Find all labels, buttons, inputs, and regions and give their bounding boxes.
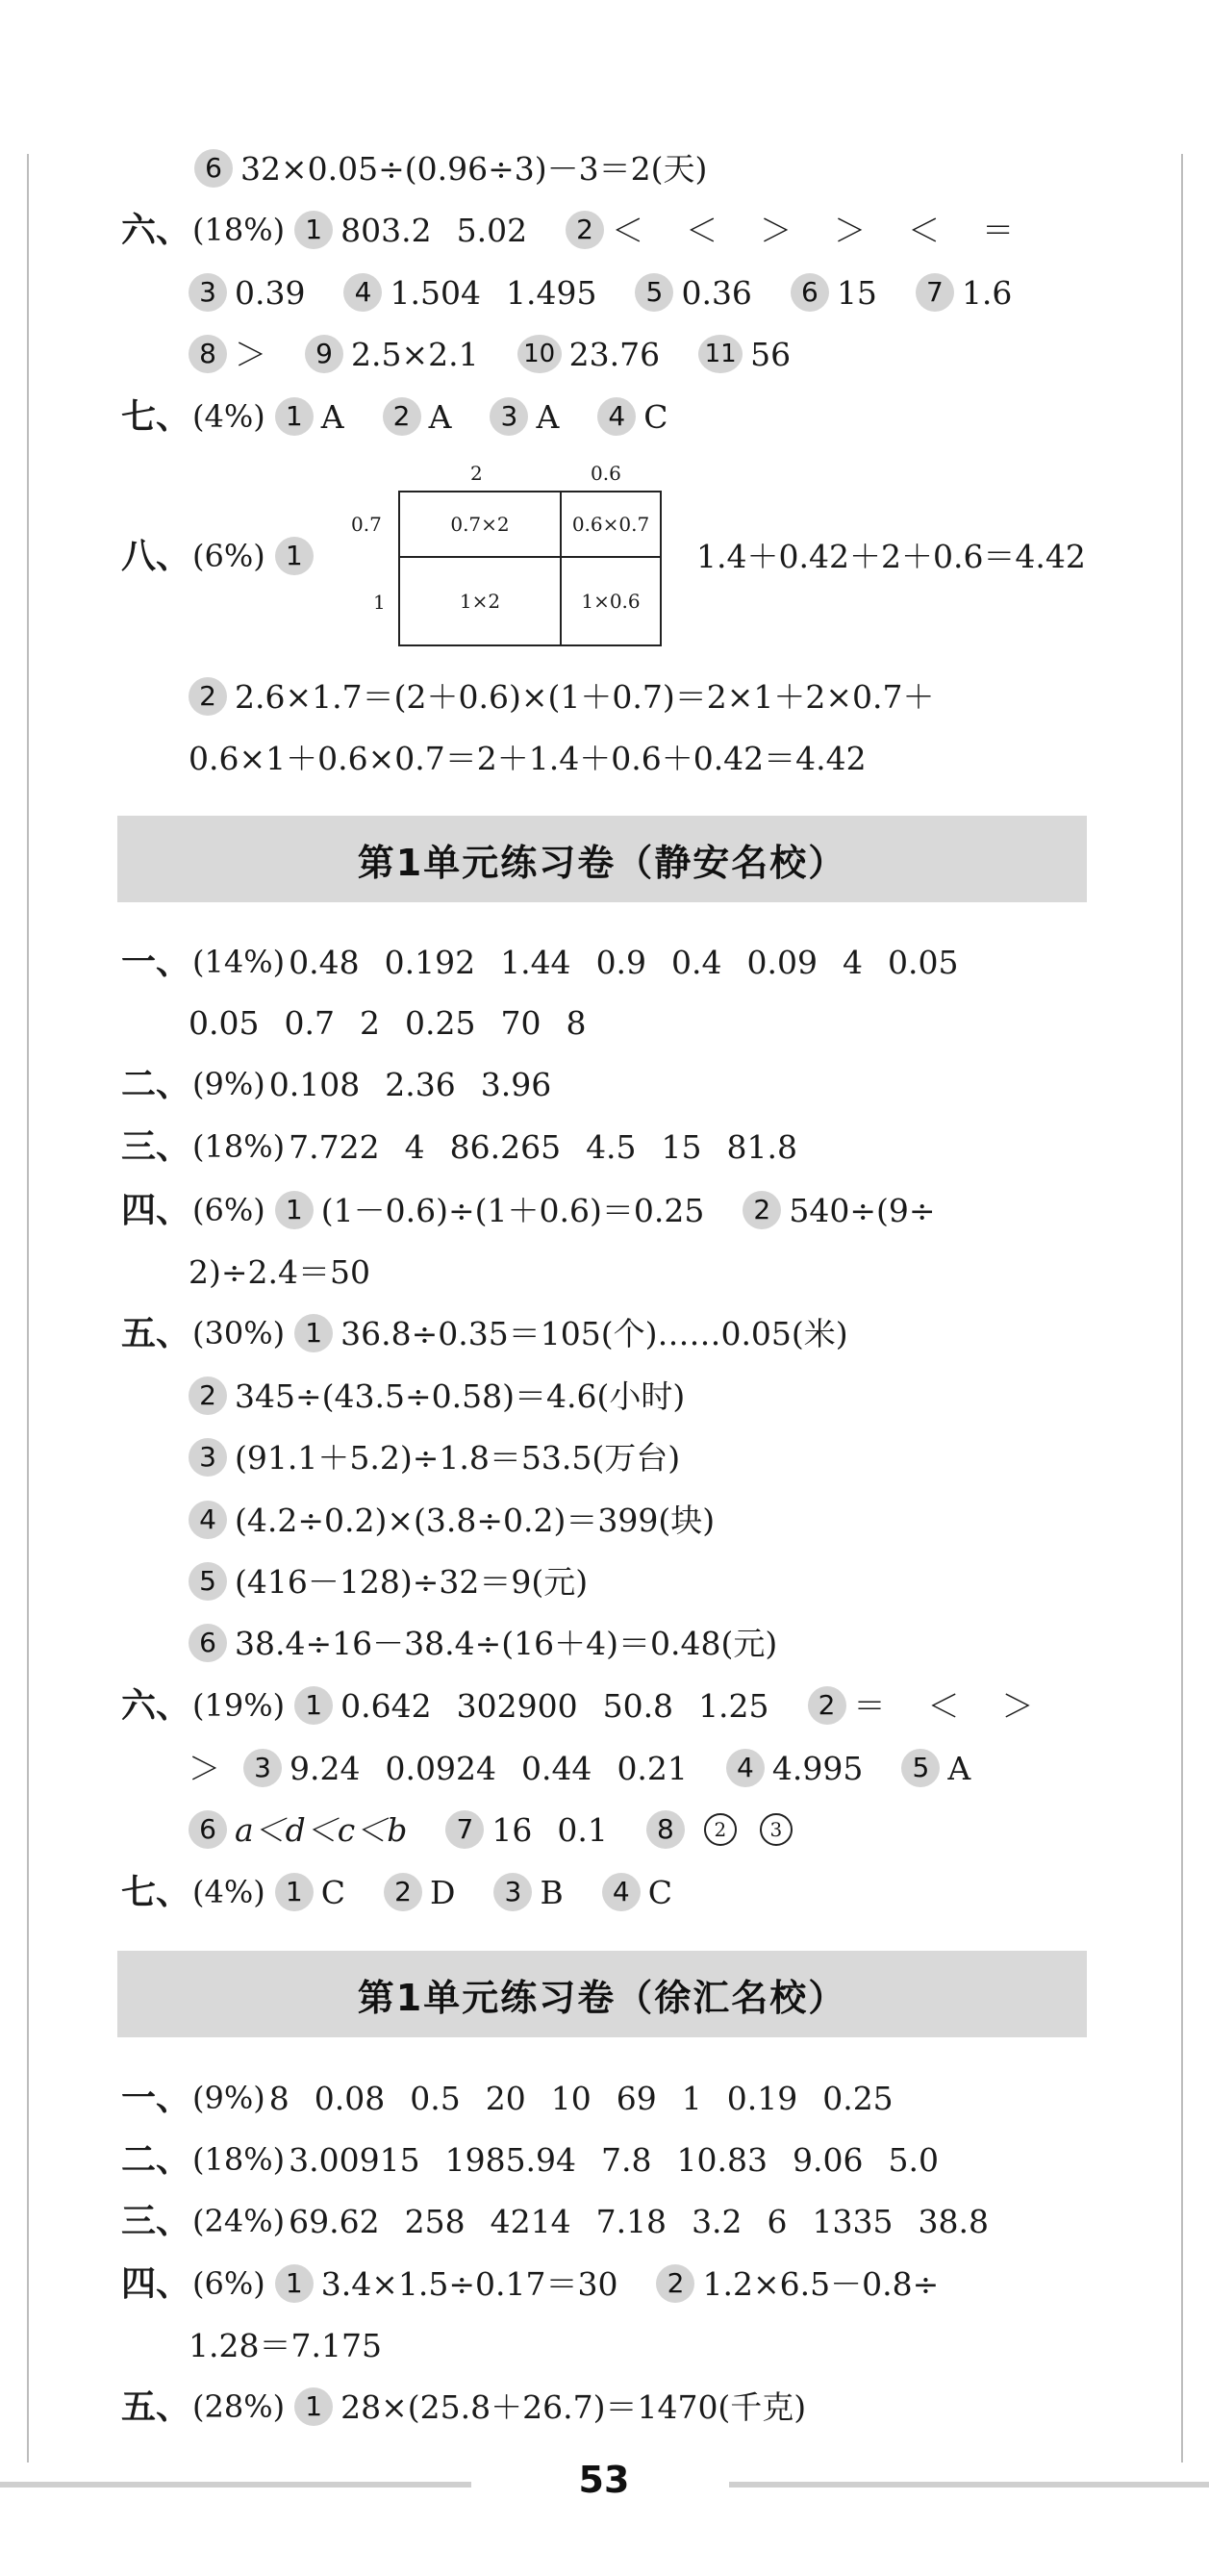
number-badge: 3: [493, 1873, 532, 1911]
choice-answer: A: [428, 397, 452, 436]
answer-value: 1.25: [698, 1686, 769, 1725]
grid-cell: 1×2: [399, 557, 561, 645]
xuhui-three: [121, 2190, 989, 2252]
answer-value: 1.495: [505, 273, 597, 312]
answer-text: (4.2÷0.2)×(3.8÷0.2)＝399(块): [235, 1501, 716, 1539]
answer-value: 15: [836, 273, 877, 312]
number-badge: 1: [294, 1686, 333, 1725]
question-label: 四、: [121, 2263, 191, 2304]
answer-value: 0.0924: [385, 1749, 496, 1787]
prev-seven: [121, 386, 693, 447]
answer-value: 3.96: [480, 1065, 552, 1103]
answer-value: 0.1: [557, 1810, 608, 1849]
score-percent: (18%): [192, 1128, 286, 1165]
grid-row-label: 1: [373, 591, 386, 614]
jingan-seven: [121, 1861, 697, 1923]
score-percent: (4%): [192, 398, 265, 435]
number-badge: 8: [646, 1810, 685, 1849]
number-badge: 1: [275, 397, 314, 436]
answer-value: 7.18: [595, 2202, 667, 2240]
score-percent: (9%): [192, 2080, 265, 2116]
footer-rule-left: [0, 2482, 471, 2488]
jingan-one-line1: [121, 931, 959, 993]
answer-text: 28×(25.8＋26.7)＝1470(千克): [340, 2387, 807, 2426]
number-badge: 5: [901, 1749, 940, 1787]
section-banner: 第1单元练习卷（静安名校）: [117, 816, 1087, 902]
answer-text: 0.6×1＋0.6×0.7＝2＋1.4＋0.6＋0.42＝4.42: [189, 739, 867, 777]
compare-sign: ＞: [235, 335, 266, 373]
number-badge: 1: [275, 1873, 314, 1911]
answer-value: 2: [359, 1003, 380, 1042]
jingan-six-line3: [183, 1799, 804, 1860]
answer-text: (1－0.6)÷(1＋0.6)＝0.25: [320, 1191, 705, 1229]
answer-value: 69: [616, 2079, 657, 2117]
number-badge: 7: [445, 1810, 484, 1849]
grid-col-label: 2: [470, 462, 483, 485]
xuhui-one: [121, 2067, 919, 2129]
number-badge: 4: [189, 1501, 227, 1539]
question-label: 四、: [121, 1190, 191, 1230]
jingan-six-line2: [189, 1737, 970, 1799]
number-badge: 6: [194, 149, 233, 188]
left-margin-line: [27, 154, 29, 2462]
prev-six-line3: [183, 323, 816, 385]
section-banner: 第1单元练习卷（徐汇名校）: [117, 1951, 1087, 2037]
number-badge: 3: [243, 1749, 282, 1787]
choice-answer: A: [320, 397, 344, 436]
answer-value: 50.8: [602, 1686, 674, 1725]
prev-eight-item2-cont: [189, 727, 867, 789]
circled-number: 3: [760, 1813, 793, 1846]
question-label: 五、: [121, 2387, 191, 2427]
question-label: 三、: [121, 1126, 191, 1167]
prev-item-6: [189, 138, 707, 199]
answer-value: 0.108: [268, 1065, 361, 1103]
choice-answer: A: [947, 1749, 971, 1787]
number-badge: 6: [189, 1810, 227, 1849]
answer-text: 1.4＋0.42＋2＋0.6＝4.42: [696, 537, 1086, 575]
score-percent: (18%): [192, 2141, 286, 2178]
answer-value: 10.83: [676, 2140, 768, 2179]
answer-value: 3.2: [692, 2202, 743, 2240]
score-percent: (6%): [192, 1192, 265, 1228]
answer-text: 345÷(43.5÷0.58)＝4.6(小时): [235, 1376, 686, 1415]
choice-answer: C: [643, 397, 668, 436]
number-badge: 2: [383, 397, 421, 436]
answer-value: 2.36: [385, 1065, 456, 1103]
prev-eight-item2: [183, 666, 934, 727]
number-badge: 2: [808, 1686, 846, 1725]
compare-sign: ＞: [1001, 1686, 1034, 1725]
score-percent: (6%): [192, 538, 265, 574]
answer-value: 4.5: [586, 1127, 637, 1166]
answer-value: 8: [566, 1003, 587, 1042]
number-badge: 1: [275, 2264, 314, 2303]
answer-text: 2.6×1.7＝(2＋0.6)×(1＋0.7)＝2×1＋2×0.7＋: [235, 677, 935, 716]
answer-text: 32×0.05÷(0.96÷3)－3＝2(天): [240, 149, 708, 188]
jingan-five-item5: [183, 1551, 588, 1612]
jingan-three: [121, 1116, 822, 1177]
answer-value: 5.0: [888, 2140, 939, 2179]
compare-sign: ＝: [982, 211, 1015, 249]
answer-text: 3.4×1.5÷0.17＝30: [320, 2264, 618, 2303]
answer-text: 1.2×6.5－0.8÷: [702, 2264, 940, 2303]
score-percent: (9%): [192, 1066, 265, 1102]
score-percent: (19%): [192, 1687, 286, 1724]
answer-value: 4.995: [771, 1749, 864, 1787]
question-label: 一、: [121, 942, 191, 982]
number-badge: 3: [189, 273, 227, 312]
answer-value: 10: [550, 2079, 592, 2117]
compare-sign: ＜: [612, 211, 644, 249]
prev-six-line2: [183, 262, 1012, 323]
page-number: 53: [578, 2459, 630, 2501]
answer-value: 0.192: [384, 943, 476, 981]
compare-sign: ＜: [927, 1686, 960, 1725]
grid-col-label: 0.6: [591, 462, 621, 485]
answer-value: 9.24: [290, 1749, 361, 1787]
choice-answer: C: [647, 1873, 672, 1911]
number-badge: 2: [189, 1376, 227, 1415]
answer-value: 302900: [456, 1686, 578, 1725]
answer-text: (416－128)÷32＝9(元): [235, 1562, 589, 1601]
answer-text: 2)÷2.4＝50: [189, 1252, 370, 1291]
number-badge: 4: [343, 273, 382, 312]
jingan-six-line1: [121, 1675, 1034, 1736]
compare-sign: ＜: [908, 211, 941, 249]
answer-value: 4: [404, 1127, 425, 1166]
question-label: 三、: [121, 2201, 191, 2241]
question-label: 七、: [121, 396, 191, 437]
circled-number: 2: [704, 1813, 737, 1846]
answer-value: 1: [681, 2079, 702, 2117]
answer-value: 8: [268, 2079, 290, 2117]
number-badge: 2: [566, 211, 604, 249]
number-badge: 3: [189, 1438, 227, 1477]
answer-value: 0.05: [888, 943, 959, 981]
answer-value: 0.19: [726, 2079, 798, 2117]
answer-value: 0.5: [410, 2079, 461, 2117]
score-percent: (14%): [192, 944, 286, 980]
compare-sign: ＝: [853, 1686, 886, 1725]
answer-value: 0.44: [520, 1749, 592, 1787]
choice-answer: A: [536, 397, 560, 436]
answer-value: 0.25: [822, 2079, 894, 2117]
compare-sign: ＞: [760, 211, 793, 249]
score-percent: (4%): [192, 1874, 265, 1910]
number-badge: 11: [698, 335, 743, 373]
grid-cell: 1×0.6: [561, 557, 661, 645]
jingan-five-item6: [183, 1612, 777, 1674]
number-badge: 8: [189, 335, 227, 373]
answer-value: 70: [500, 1003, 542, 1042]
number-badge: 10: [517, 335, 562, 373]
answer-value: 16: [491, 1810, 533, 1849]
answer-value: 9.06: [793, 2140, 864, 2179]
answer-text: 540÷(9÷: [789, 1191, 936, 1229]
prev-six-line1: [121, 199, 1039, 261]
question-label: 五、: [121, 1313, 191, 1353]
jingan-one-line2: [189, 992, 611, 1053]
score-percent: (18%): [192, 212, 286, 248]
jingan-five-item3: [183, 1427, 680, 1488]
xuhui-four-line1: [121, 2253, 939, 2314]
answer-text: 36.8÷0.35＝105(个)……0.05(米): [340, 1314, 848, 1352]
answer-text: a＜d＜c＜b: [235, 1810, 408, 1849]
answer-value: 0.21: [617, 1749, 688, 1787]
compare-sign: ＞: [189, 1749, 220, 1787]
answer-value: 0.39: [235, 273, 306, 312]
answer-value: 0.7: [284, 1003, 335, 1042]
grid-row-label: 0.7: [351, 513, 382, 536]
answer-value: 0.4: [671, 943, 722, 981]
grid-cell: 0.7×2: [399, 492, 561, 557]
answer-value: 86.265: [449, 1127, 562, 1166]
answer-value: 4214: [490, 2202, 571, 2240]
number-badge: 2: [656, 2264, 694, 2303]
answer-value: 803.2: [340, 211, 432, 249]
answer-text: 1.28＝7.175: [189, 2326, 382, 2364]
answer-value: 0.48: [289, 943, 360, 981]
answer-value: 1.504: [390, 273, 481, 312]
number-badge: 6: [189, 1624, 227, 1662]
answer-value: 1985.94: [444, 2140, 577, 2179]
answer-text: 38.4÷16－38.4÷(16＋4)＝0.48(元): [235, 1624, 778, 1662]
answer-value: 1335: [812, 2202, 894, 2240]
grid-cell: 0.6×0.7: [561, 492, 661, 557]
choice-answer: D: [430, 1873, 456, 1911]
answer-value: 0.08: [314, 2079, 386, 2117]
number-badge: 5: [635, 273, 673, 312]
number-badge: 1: [294, 211, 333, 249]
prev-eight-result: [696, 525, 1086, 587]
number-badge: 5: [189, 1562, 227, 1601]
jingan-five-item1: [121, 1302, 848, 1364]
question-label: 二、: [121, 2139, 191, 2180]
answer-value: 0.09: [746, 943, 819, 981]
compare-sign: ＜: [686, 211, 718, 249]
answer-value: 7.8: [601, 2140, 652, 2179]
jingan-two: [121, 1053, 576, 1115]
number-badge: 6: [791, 273, 829, 312]
choice-answer: B: [540, 1873, 564, 1911]
answer-value: 0.05: [189, 1003, 260, 1042]
answer-value: 258: [404, 2202, 466, 2240]
answer-value: 15: [661, 1127, 702, 1166]
question-label: 一、: [121, 2078, 191, 2118]
answer-value: 69.62: [289, 2202, 380, 2240]
question-label: 八、: [121, 536, 191, 576]
answer-value: 0.9: [595, 943, 647, 981]
number-badge: 2: [384, 1873, 422, 1911]
answer-value: 5.02: [456, 211, 528, 249]
jingan-five-item2: [183, 1365, 685, 1427]
answer-value: 56: [750, 335, 792, 373]
number-badge: 4: [602, 1873, 641, 1911]
answer-value: 7.722: [289, 1127, 380, 1166]
number-badge: 1: [294, 1314, 333, 1352]
compare-sign: ＞: [834, 211, 867, 249]
score-percent: (6%): [192, 2265, 265, 2302]
answer-value: 2.5×2.1: [351, 335, 479, 373]
right-margin-line: [1181, 154, 1183, 2462]
answer-value: 0.36: [681, 273, 752, 312]
answer-value: 0.642: [340, 1686, 432, 1725]
score-percent: (28%): [192, 2388, 286, 2425]
answer-text: (91.1＋5.2)÷1.8＝53.5(万台): [235, 1438, 681, 1477]
score-percent: (24%): [192, 2203, 286, 2239]
number-badge: 1: [275, 1191, 314, 1229]
answer-value: 0.25: [404, 1003, 476, 1042]
answer-value: 38.8: [918, 2202, 990, 2240]
xuhui-five-item1: [121, 2376, 806, 2437]
answer-value: 3.00915: [289, 2140, 420, 2179]
number-badge: 2: [189, 677, 227, 716]
number-badge: 1: [275, 537, 314, 575]
area-grid: [398, 491, 662, 646]
number-badge: 2: [743, 1191, 781, 1229]
jingan-four-line2: [189, 1241, 370, 1302]
question-label: 二、: [121, 1064, 191, 1104]
xuhui-two: [121, 2129, 964, 2190]
number-badge: 7: [916, 273, 954, 312]
choice-answer: C: [320, 1873, 345, 1911]
answer-value: 1.44: [500, 943, 571, 981]
xuhui-four-line2: [189, 2314, 382, 2376]
footer-rule-right: [729, 2482, 1209, 2488]
answer-value: 23.76: [568, 335, 661, 373]
question-label: 六、: [121, 210, 191, 250]
number-badge: 1: [294, 2387, 333, 2426]
score-percent: (30%): [192, 1315, 286, 1351]
number-badge: 9: [305, 335, 343, 373]
prev-eight-label: [121, 525, 321, 587]
answer-value: 6: [767, 2202, 788, 2240]
jingan-four-line1: [121, 1179, 936, 1241]
question-label: 七、: [121, 1872, 191, 1912]
answer-value: 20: [485, 2079, 526, 2117]
number-badge: 4: [597, 397, 636, 436]
answer-value: 4: [843, 943, 864, 981]
jingan-five-item4: [183, 1489, 715, 1551]
question-label: 六、: [121, 1685, 191, 1726]
answer-value: 1.6: [961, 273, 1013, 312]
number-badge: 3: [490, 397, 528, 436]
number-badge: 4: [726, 1749, 765, 1787]
answer-value: 81.8: [726, 1127, 798, 1166]
